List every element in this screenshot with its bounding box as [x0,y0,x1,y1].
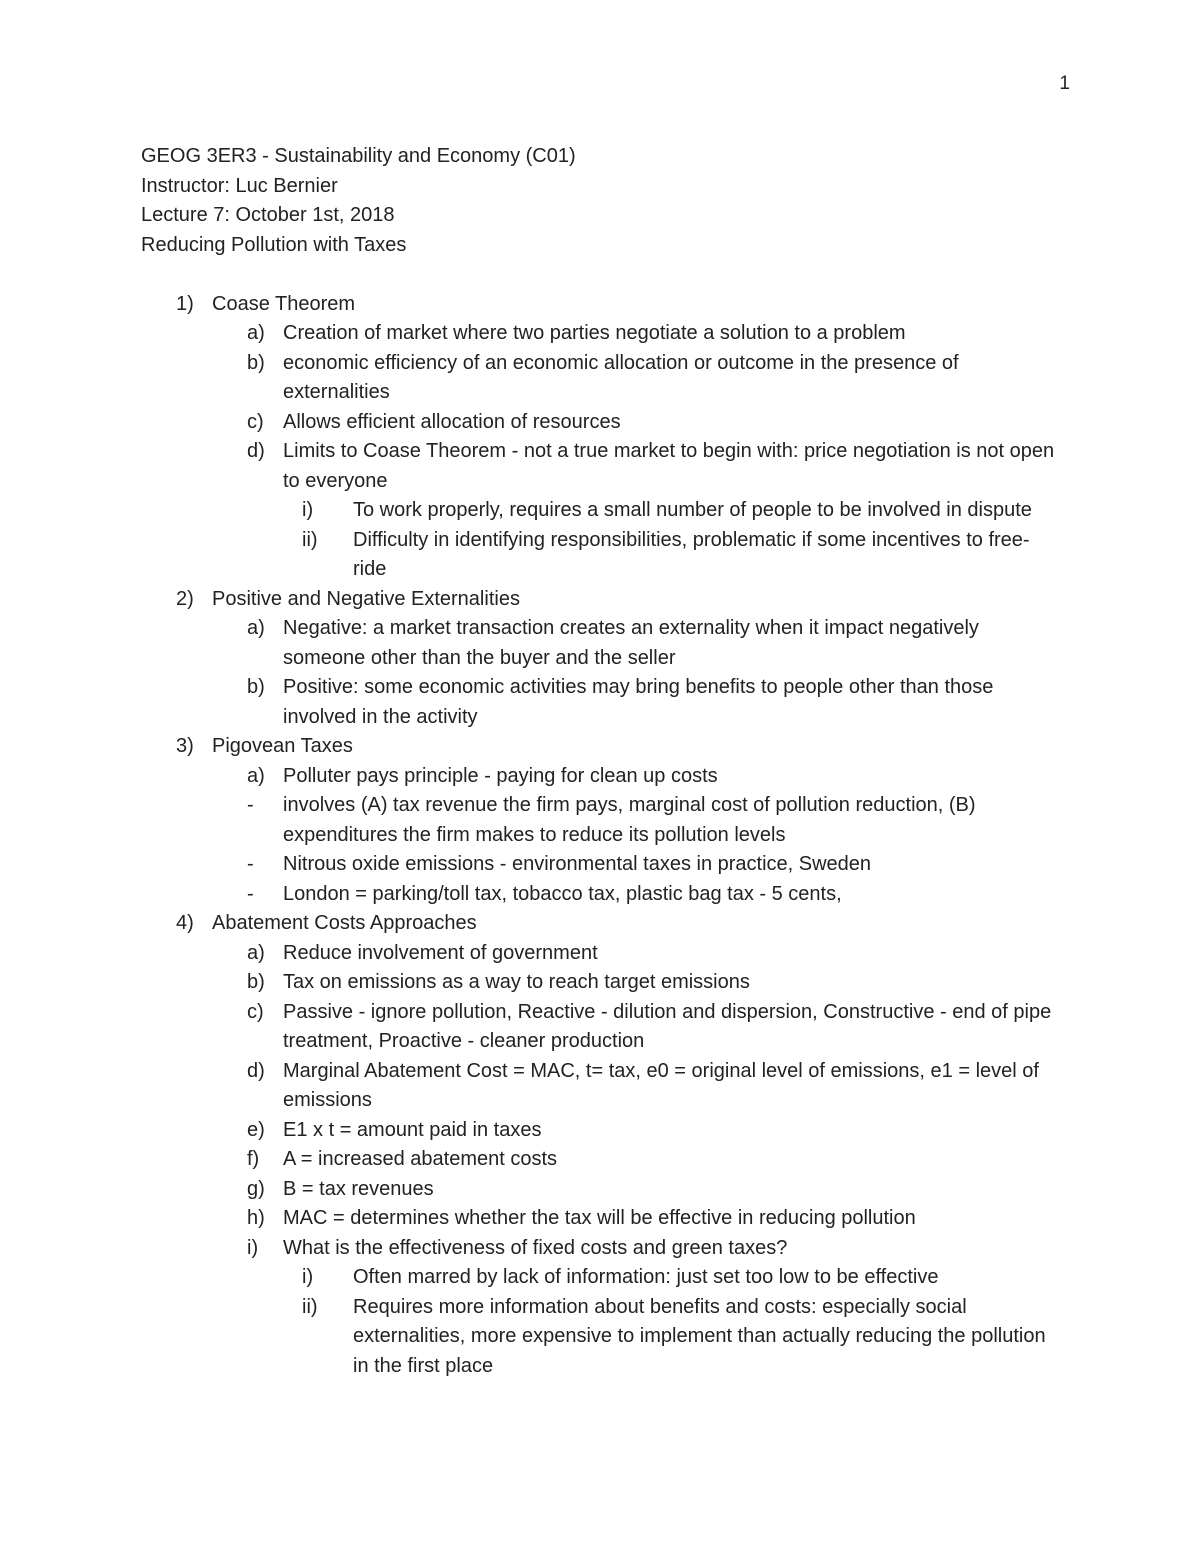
outline-list [141,290,1061,1382]
outline-subitem-marker: h) [247,1207,265,1229]
outline-subitem [141,673,1061,732]
outline-subitem-marker: - [247,882,254,905]
outline-section-marker: 4) [176,912,194,934]
outline-subitem-marker: g) [247,1177,265,1200]
outline-subitem [141,1175,1061,1205]
outline-subitem-text: What is the effectiveness of fixed costs and green taxes? [283,1236,788,1259]
outline-subsubitem-text: Requires more information about benefits and costs: especially social externalities, more expensive to implement than actually reducing the pollution in the first place [353,1295,1046,1377]
outline-subitem-text: Limits to Coase Theorem - not a true market to begin with: price negotiation is not open to everyone [283,440,1055,492]
outline-subsubitem-text: Often marred by lack of information: just set too low to be effective [353,1266,939,1288]
outline-subitem [141,998,1061,1057]
outline-subitem-marker: a) [247,764,265,787]
instructor-line: Instructor: Luc Bernier [141,174,338,197]
outline-subitem [141,408,1061,438]
outline-section [141,290,1061,320]
outline-subitem-marker: b) [247,351,265,374]
outline-section [141,585,1061,615]
outline-subsubitem [141,1293,1061,1382]
outline-subsubitem-marker: i) [302,499,314,521]
outline-subsubitem [141,526,1061,585]
outline-subsubitem-text: To work properly, requires a small number of people to be involved in dispute [353,499,1032,521]
outline-subitem [141,1057,1061,1116]
outline-subitem-text: Positive: some economic activities may bring benefits to people other than those involved in the activity [283,676,994,728]
outline-subitem-text: A = increased abatement costs [283,1148,558,1170]
outline-subitem [141,880,1061,910]
outline-subitem-marker: - [247,794,254,816]
outline-subitem-text: Passive - ignore pollution, Reactive - dilution and dispersion, Constructive - end of pipe treatment, Proactive - cleaner production [283,1000,1052,1052]
outline-subsubitem [141,1263,1061,1293]
outline-subitem [141,939,1061,969]
outline-subitem-text: Negative: a market transaction creates an externality when it impact negatively someone other than the buyer and the seller [283,617,979,669]
outline-subitem-marker: a) [247,617,265,639]
outline-subitem-text: Tax on emissions as a way to reach target emissions [283,971,750,993]
outline-subitem-text: B = tax revenues [283,1177,434,1200]
outline-subitem-text: Polluter pays principle - paying for clean up costs [283,764,718,787]
outline-subitem [141,614,1061,673]
outline-subitem-text: London = parking/toll tax, tobacco tax, plastic bag tax - 5 cents, [283,882,842,905]
outline-section-text: Abatement Costs Approaches [212,912,477,934]
outline-subsubitem-marker: ii) [302,1295,318,1318]
outline-subitem-text: Creation of market where two parties negotiate a solution to a problem [283,322,906,344]
outline-subitem [141,1116,1061,1146]
course-title: GEOG 3ER3 - Sustainability and Economy (C01) [141,145,576,167]
outline-section-marker: 1) [176,292,194,315]
outline-subitem-text: Nitrous oxide emissions - environmental taxes in practice, Sweden [283,853,872,875]
page-number: 1 [1059,73,1070,94]
lecture-line: Lecture 7: October 1st, 2018 [141,204,395,226]
outline-section [141,732,1061,762]
outline-subitem-text: Reduce involvement of government [283,941,598,964]
outline-subitem-marker: - [247,853,254,875]
outline-subitem [141,319,1061,349]
outline-subitem-marker: b) [247,676,265,698]
outline-subitem-marker: d) [247,440,265,462]
outline-subitem [141,968,1061,998]
topic-line: Reducing Pollution with Taxes [141,233,407,256]
outline-subitem-marker: c) [247,1000,264,1023]
outline-section-text: Coase Theorem [212,292,356,315]
outline-subitem-marker: e) [247,1118,265,1141]
document-body [141,142,1061,1381]
outline-subsubitem [141,496,1061,526]
outline-section-marker: 2) [176,587,194,610]
outline-subitem [141,437,1061,496]
outline-subitem-text: economic efficiency of an economic allocation or outcome in the presence of externalities [283,351,959,403]
outline-section-marker: 3) [176,735,194,757]
outline-subitem-marker: d) [247,1059,265,1082]
outline-subitem [141,1145,1061,1175]
outline-subitem-text: involves (A) tax revenue the firm pays, marginal cost of pollution reduction, (B) expenditures the firm makes to reduce its pollution levels [283,794,976,846]
outline-subitem-text: Marginal Abatement Cost = MAC, t= tax, e0 = original level of emissions, e1 = level of emissions [283,1059,1039,1111]
outline-subitem-marker: a) [247,322,265,344]
outline-subsubitem-text: Difficulty in identifying responsibilities, problematic if some incentives to free-ride [353,528,1030,580]
outline-subitem [141,349,1061,408]
outline-subitem-marker: a) [247,941,265,964]
outline-subitem-marker: b) [247,971,265,993]
outline-subitem [141,762,1061,792]
outline-subitem-marker: c) [247,410,264,433]
spacer [141,260,1061,290]
outline-subitem [141,1234,1061,1264]
outline-subitem-marker: i) [247,1236,259,1259]
outline-section-text: Positive and Negative Externalities [212,587,520,610]
outline-subitem-text: E1 x t = amount paid in taxes [283,1118,542,1141]
outline-subitem-text: Allows efficient allocation of resources [283,410,621,433]
outline-subitem [141,1204,1061,1234]
outline-subitem-text: MAC = determines whether the tax will be effective in reducing pollution [283,1207,916,1229]
outline-subitem-marker: f) [247,1148,260,1170]
outline-subsubitem-marker: ii) [302,528,318,551]
outline-subitem [141,850,1061,880]
outline-subsubitem-marker: i) [302,1266,314,1288]
outline-section [141,909,1061,939]
outline-section-text: Pigovean Taxes [212,735,353,757]
outline-subitem [141,791,1061,850]
